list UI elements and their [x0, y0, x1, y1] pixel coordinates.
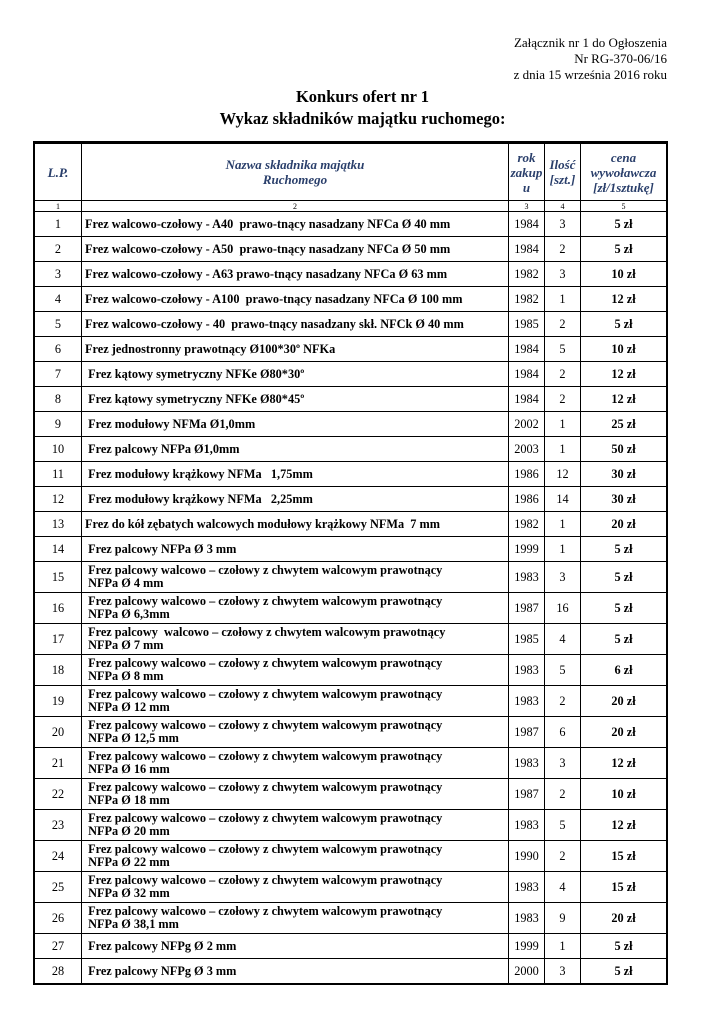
table-row	[35, 262, 667, 287]
item-name-line: NFPa Ø 6,3mm	[85, 607, 170, 621]
item-name-line: Frez palcowy NFPg Ø 2 mm	[85, 938, 237, 953]
item-name-line: Frez modułowy NFMa Ø1,0mm	[85, 416, 256, 431]
starting-price: 5 zł	[581, 959, 667, 984]
table-row	[35, 624, 667, 655]
purchase-year: 1987	[509, 593, 545, 624]
starting-price: 30 zł	[581, 487, 667, 512]
purchase-year: 2000	[509, 959, 545, 984]
purchase-year: 2002	[509, 412, 545, 437]
starting-price: 10 zł	[581, 779, 667, 810]
table-row	[35, 512, 667, 537]
item-name-line: Frez walcowo-czołowy - A100 prawo-tnący nasadzany NFCa Ø 100 mm	[85, 291, 463, 306]
item-name	[82, 262, 509, 287]
row-number: 19	[35, 686, 82, 717]
quantity: 5	[545, 655, 581, 686]
starting-price: 25 zł	[581, 412, 667, 437]
purchase-year: 1983	[509, 748, 545, 779]
item-name	[82, 512, 509, 537]
item-name-line: Frez jednostronny prawotnący Ø100*30º NFKa	[85, 341, 336, 356]
table-row	[35, 462, 667, 487]
quantity: 14	[545, 487, 581, 512]
column-number: 3	[509, 201, 545, 212]
quantity: 2	[545, 387, 581, 412]
starting-price: 5 zł	[581, 593, 667, 624]
item-name	[82, 237, 509, 262]
purchase-year: 1982	[509, 287, 545, 312]
item-name-line: Frez palcowy NFPa Ø 3 mm	[85, 541, 237, 556]
starting-price: 20 zł	[581, 903, 667, 934]
table-row	[35, 562, 667, 593]
purchase-year: 1987	[509, 779, 545, 810]
item-name-line: Frez palcowy walcowo – czołowy z chwytem walcowym prawotnący	[85, 842, 443, 856]
item-name-line: Frez palcowy walcowo – czołowy z chwytem walcowym prawotnący	[85, 594, 443, 608]
table-row	[35, 872, 667, 903]
item-name-line: Frez palcowy NFPg Ø 3 mm	[85, 963, 237, 978]
row-number: 13	[35, 512, 82, 537]
item-name	[82, 312, 509, 337]
quantity: 16	[545, 593, 581, 624]
row-number: 28	[35, 959, 82, 984]
table-row	[35, 387, 667, 412]
quantity: 3	[545, 959, 581, 984]
purchase-year: 1986	[509, 462, 545, 487]
quantity: 12	[545, 462, 581, 487]
starting-price: 20 zł	[581, 717, 667, 748]
row-number: 17	[35, 624, 82, 655]
table-row	[35, 593, 667, 624]
attachment-line-1: Załącznik nr 1 do Ogłoszenia	[513, 35, 667, 50]
item-name-line: Frez palcowy walcowo – czołowy z chwytem walcowym prawotnący	[85, 873, 443, 887]
purchase-year: 1983	[509, 562, 545, 593]
purchase-year: 1990	[509, 841, 545, 872]
item-name	[82, 337, 509, 362]
attachment-line-2: Nr RG-370-06/16	[574, 51, 667, 66]
quantity: 6	[545, 717, 581, 748]
item-name	[82, 810, 509, 841]
header-qty: Ilość [szt.]	[545, 143, 581, 201]
item-name	[82, 362, 509, 387]
starting-price: 12 zł	[581, 810, 667, 841]
quantity: 5	[545, 337, 581, 362]
table-row	[35, 337, 667, 362]
quantity: 4	[545, 624, 581, 655]
table-row	[35, 810, 667, 841]
starting-price: 5 zł	[581, 237, 667, 262]
column-number: 1	[35, 201, 82, 212]
table-row	[35, 237, 667, 262]
row-number: 3	[35, 262, 82, 287]
row-number: 23	[35, 810, 82, 841]
table-row	[35, 655, 667, 686]
item-name	[82, 717, 509, 748]
row-number: 6	[35, 337, 82, 362]
row-number: 14	[35, 537, 82, 562]
item-name-line: Frez palcowy walcowo – czołowy z chwytem walcowym prawotnący	[85, 811, 443, 825]
starting-price: 15 zł	[581, 872, 667, 903]
item-name-line: Frez palcowy walcowo – czołowy z chwytem walcowym prawotnący	[85, 718, 443, 732]
header-lp: L.P.	[35, 143, 82, 201]
quantity: 1	[545, 537, 581, 562]
quantity: 5	[545, 810, 581, 841]
purchase-year: 1986	[509, 487, 545, 512]
item-name	[82, 437, 509, 462]
row-number: 9	[35, 412, 82, 437]
row-number: 16	[35, 593, 82, 624]
table-row	[35, 287, 667, 312]
quantity: 1	[545, 437, 581, 462]
item-name	[82, 537, 509, 562]
purchase-year: 1983	[509, 903, 545, 934]
header-year: rok zakup u	[509, 143, 545, 201]
item-name-line: Frez walcowo-czołowy - 40 prawo-tnący nasadzany skł. NFCk Ø 40 mm	[85, 316, 464, 331]
item-name-line: Frez modułowy krążkowy NFMa 2,25mm	[85, 491, 313, 506]
item-name	[82, 903, 509, 934]
purchase-year: 1983	[509, 655, 545, 686]
item-name-line: Frez walcowo-czołowy - A40 prawo-tnący nasadzany NFCa Ø 40 mm	[85, 216, 451, 231]
table-row	[35, 312, 667, 337]
item-name-line: NFPa Ø 4 mm	[85, 576, 164, 590]
assets-table	[34, 142, 667, 984]
item-name-line: NFPa Ø 7 mm	[85, 638, 164, 652]
table-row	[35, 537, 667, 562]
purchase-year: 1987	[509, 717, 545, 748]
starting-price: 12 zł	[581, 362, 667, 387]
item-name	[82, 387, 509, 412]
item-name	[82, 748, 509, 779]
item-name-line: NFPa Ø 12 mm	[85, 700, 170, 714]
column-number: 4	[545, 201, 581, 212]
item-name	[82, 487, 509, 512]
header-price: cena wywoławcza [zł/1sztukę]	[581, 143, 667, 201]
table-row	[35, 362, 667, 387]
row-number: 22	[35, 779, 82, 810]
item-name	[82, 212, 509, 237]
purchase-year: 1983	[509, 872, 545, 903]
table-row	[35, 487, 667, 512]
item-name-line: Frez palcowy walcowo – czołowy z chwytem walcowym prawotnący	[85, 904, 443, 918]
quantity: 9	[545, 903, 581, 934]
document-titles	[0, 86, 725, 130]
item-name-line: NFPa Ø 18 mm	[85, 793, 170, 807]
purchase-year: 1984	[509, 362, 545, 387]
item-name	[82, 287, 509, 312]
item-name	[82, 872, 509, 903]
purchase-year: 1984	[509, 337, 545, 362]
row-number: 15	[35, 562, 82, 593]
purchase-year: 1982	[509, 512, 545, 537]
purchase-year: 2003	[509, 437, 545, 462]
item-name	[82, 841, 509, 872]
quantity: 3	[545, 748, 581, 779]
item-name	[82, 959, 509, 984]
item-name-line: NFPa Ø 12,5 mm	[85, 731, 179, 745]
item-name-line: NFPa Ø 38,1 mm	[85, 917, 179, 931]
purchase-year: 1983	[509, 810, 545, 841]
quantity: 1	[545, 412, 581, 437]
column-number: 5	[581, 201, 667, 212]
table-row	[35, 903, 667, 934]
starting-price: 12 zł	[581, 387, 667, 412]
table-row	[35, 959, 667, 984]
item-name	[82, 779, 509, 810]
item-name-line: NFPa Ø 8 mm	[85, 669, 164, 683]
purchase-year: 1984	[509, 387, 545, 412]
item-name-line: NFPa Ø 20 mm	[85, 824, 170, 838]
table-row	[35, 841, 667, 872]
item-name	[82, 934, 509, 959]
item-name-line: Frez walcowo-czołowy - A50 prawo-tnący nasadzany NFCa Ø 50 mm	[85, 241, 451, 256]
starting-price: 5 zł	[581, 562, 667, 593]
purchase-year: 1984	[509, 212, 545, 237]
purchase-year: 1999	[509, 934, 545, 959]
row-number: 11	[35, 462, 82, 487]
starting-price: 5 zł	[581, 624, 667, 655]
item-name	[82, 624, 509, 655]
item-name	[82, 562, 509, 593]
starting-price: 5 zł	[581, 212, 667, 237]
purchase-year: 1983	[509, 686, 545, 717]
item-name	[82, 593, 509, 624]
purchase-year: 1985	[509, 312, 545, 337]
table-row	[35, 437, 667, 462]
quantity: 3	[545, 562, 581, 593]
attachment-line-3: z dnia 15 września 2016 roku	[513, 67, 667, 82]
starting-price: 10 zł	[581, 262, 667, 287]
item-name-line: Frez kątowy symetryczny NFKe Ø80*30º	[85, 366, 305, 381]
item-name-line: Frez modułowy krążkowy NFMa 1,75mm	[85, 466, 313, 481]
quantity: 3	[545, 212, 581, 237]
attachment-reference	[514, 35, 667, 83]
document-title: Konkurs ofert nr 1	[295, 87, 430, 106]
starting-price: 20 zł	[581, 512, 667, 537]
purchase-year: 1982	[509, 262, 545, 287]
row-number: 25	[35, 872, 82, 903]
starting-price: 5 zł	[581, 312, 667, 337]
starting-price: 50 zł	[581, 437, 667, 462]
row-number: 10	[35, 437, 82, 462]
item-name-line: NFPa Ø 32 mm	[85, 886, 170, 900]
item-name	[82, 412, 509, 437]
starting-price: 30 zł	[581, 462, 667, 487]
quantity: 2	[545, 686, 581, 717]
quantity: 1	[545, 512, 581, 537]
starting-price: 5 zł	[581, 537, 667, 562]
row-number: 1	[35, 212, 82, 237]
item-name-line: Frez palcowy walcowo – czołowy z chwytem walcowym prawotnący	[85, 749, 443, 763]
row-number: 2	[35, 237, 82, 262]
item-name-line: NFPa Ø 16 mm	[85, 762, 170, 776]
table-row	[35, 412, 667, 437]
row-number: 7	[35, 362, 82, 387]
item-name-line: Frez do kół zębatych walcowych modułowy krążkowy NFMa 7 mm	[85, 516, 440, 531]
quantity: 1	[545, 934, 581, 959]
table-row	[35, 748, 667, 779]
item-name-line: Frez kątowy symetryczny NFKe Ø80*45º	[85, 391, 305, 406]
starting-price: 12 zł	[581, 287, 667, 312]
quantity: 2	[545, 779, 581, 810]
row-number: 4	[35, 287, 82, 312]
purchase-year: 1985	[509, 624, 545, 655]
item-name-line: Frez palcowy walcowo – czołowy z chwytem walcowym prawotnący	[85, 687, 443, 701]
column-number-row	[35, 201, 667, 212]
document-subtitle: Wykaz składników majątku ruchomego:	[219, 109, 506, 128]
starting-price: 15 zł	[581, 841, 667, 872]
row-number: 24	[35, 841, 82, 872]
quantity: 2	[545, 841, 581, 872]
quantity: 4	[545, 872, 581, 903]
quantity: 3	[545, 262, 581, 287]
row-number: 21	[35, 748, 82, 779]
starting-price: 20 zł	[581, 686, 667, 717]
quantity: 1	[545, 287, 581, 312]
row-number: 20	[35, 717, 82, 748]
purchase-year: 1999	[509, 537, 545, 562]
item-name	[82, 462, 509, 487]
row-number: 12	[35, 487, 82, 512]
starting-price: 10 zł	[581, 337, 667, 362]
item-name-line: NFPa Ø 22 mm	[85, 855, 170, 869]
starting-price: 12 zł	[581, 748, 667, 779]
header-name: Nazwa składnika majątku Ruchomego	[82, 143, 509, 201]
row-number: 27	[35, 934, 82, 959]
item-name-line: Frez palcowy walcowo – czołowy z chwytem walcowym prawotnący	[85, 625, 446, 639]
table-row	[35, 717, 667, 748]
column-number: 2	[82, 201, 509, 212]
row-number: 18	[35, 655, 82, 686]
row-number: 5	[35, 312, 82, 337]
table-row	[35, 686, 667, 717]
item-name-line: Frez palcowy walcowo – czołowy z chwytem walcowym prawotnący	[85, 780, 443, 794]
table-header-row	[35, 143, 667, 201]
row-number: 8	[35, 387, 82, 412]
table-row	[35, 779, 667, 810]
item-name	[82, 686, 509, 717]
table-row	[35, 212, 667, 237]
item-name	[82, 655, 509, 686]
starting-price: 5 zł	[581, 934, 667, 959]
purchase-year: 1984	[509, 237, 545, 262]
item-name-line: Frez palcowy walcowo – czołowy z chwytem walcowym prawotnący	[85, 563, 443, 577]
starting-price: 6 zł	[581, 655, 667, 686]
table-row	[35, 934, 667, 959]
quantity: 2	[545, 362, 581, 387]
quantity: 2	[545, 237, 581, 262]
item-name-line: Frez palcowy NFPa Ø1,0mm	[85, 441, 240, 456]
quantity: 2	[545, 312, 581, 337]
item-name-line: Frez palcowy walcowo – czołowy z chwytem walcowym prawotnący	[85, 656, 443, 670]
row-number: 26	[35, 903, 82, 934]
item-name-line: Frez walcowo-czołowy - A63 prawo-tnący nasadzany NFCa Ø 63 mm	[85, 266, 448, 281]
